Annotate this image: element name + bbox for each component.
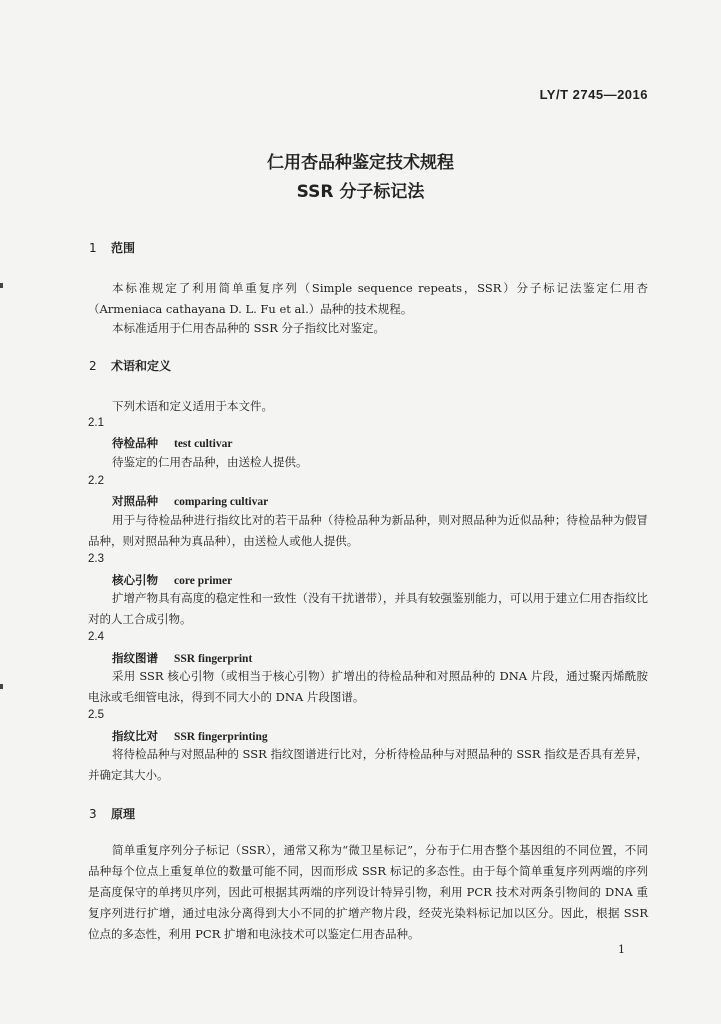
term-en: SSR fingerprinting: [174, 731, 268, 743]
section-number: 1: [89, 241, 97, 255]
scan-mark: [0, 283, 3, 288]
term-definition: 待鉴定的仁用杏品种，由送检人提供。: [112, 455, 308, 469]
term-heading: [112, 435, 232, 451]
section-title: 原理: [111, 807, 136, 821]
term-en: SSR fingerprint: [174, 653, 253, 665]
section-1-heading: [89, 239, 135, 256]
section-2-heading: [89, 357, 171, 374]
term-definition: 用于与待检品种进行指纹比对的若干品种（待检品种为新品种，则对照品种为近似品种；待检品种为假冒品种，则对照品种为真品种），由送检人或他人提供。: [88, 513, 648, 548]
term-zh: 待检品种: [112, 436, 158, 450]
section-1-paragraph-1: 本标准规定了利用简单重复序列（Simple sequence repeats，SSR）分子标记法鉴定仁用杏（Armeniaca cathayana D. L. Fu et al.）品种的技术规程。: [88, 281, 648, 316]
term-en: core primer: [174, 575, 233, 587]
section-1-paragraph-2: 本标准适用于仁用杏品种的 SSR 分子指纹比对鉴定。: [112, 321, 386, 335]
clause-number: 2.3: [88, 553, 104, 565]
document-subtitle: SSR 分子标记法: [296, 182, 425, 202]
term-heading: [112, 493, 268, 509]
scan-mark: [0, 684, 3, 689]
term-zh: 核心引物: [112, 573, 158, 587]
section-3-heading: [89, 805, 135, 822]
term-definition: 将待检品种与对照品种的 SSR 指纹图谱进行比对，分析待检品种与对照品种的 SSR 指纹是否具有差异，并确定其大小。: [88, 747, 648, 782]
section-3-paragraph: 简单重复序列分子标记（SSR），通常又称为“微卫星标记”，分布于仁用杏整个基因组的不同位置，不同品种每个位点上重复单位的数量可能不同，因而形成 SSR 标记的多态性。由于每个简单重复序列两端的序列是高度保守的单拷贝序列，因此可根据其两端的序列设计特异引物，利用 PCR 技术对两条引物间的 DNA 重复序列进行扩增，通过电泳分离得到大小不同的扩增产物片段，经荧光染料标记加以区分。因此，根据 SSR 位点的多态性，利用 PCR 扩增和电泳技术可以鉴定仁用杏品种。: [88, 843, 648, 941]
term-heading: [112, 728, 268, 744]
term-zh: 指纹图谱: [112, 651, 158, 665]
term-en: test cultivar: [174, 438, 233, 450]
clause-number: 2.1: [88, 417, 104, 429]
term-definition: 采用 SSR 核心引物（或相当于核心引物）扩增出的待检品种和对照品种的 DNA 片段，通过聚丙烯酰胺电泳或毛细管电泳，得到不同大小的 DNA 片段图谱。: [88, 669, 648, 704]
term-en: comparing cultivar: [174, 496, 269, 508]
term-definition: 扩增产物具有高度的稳定性和一致性（没有干扰谱带），并具有较强鉴别能力，可以用于建立仁用杏指纹比对的人工合成引物。: [88, 591, 648, 626]
standard-code: LY/T 2745—2016: [539, 87, 648, 102]
term-zh: 指纹比对: [112, 729, 158, 743]
section-number: 3: [89, 807, 97, 821]
section-title: 术语和定义: [111, 359, 172, 373]
document-title: 仁用杏品种鉴定技术规程: [267, 153, 454, 173]
section-number: 2: [89, 359, 97, 373]
clause-number: 2.2: [88, 475, 104, 487]
clause-number: 2.4: [88, 631, 104, 643]
term-heading: [112, 650, 252, 666]
clause-number: 2.5: [88, 709, 104, 721]
section-title: 范围: [111, 241, 136, 255]
section-2-intro: 下列术语和定义适用于本文件。: [112, 399, 273, 413]
term-zh: 对照品种: [112, 494, 158, 508]
page-number: 1: [618, 943, 625, 956]
term-heading: [112, 572, 232, 588]
